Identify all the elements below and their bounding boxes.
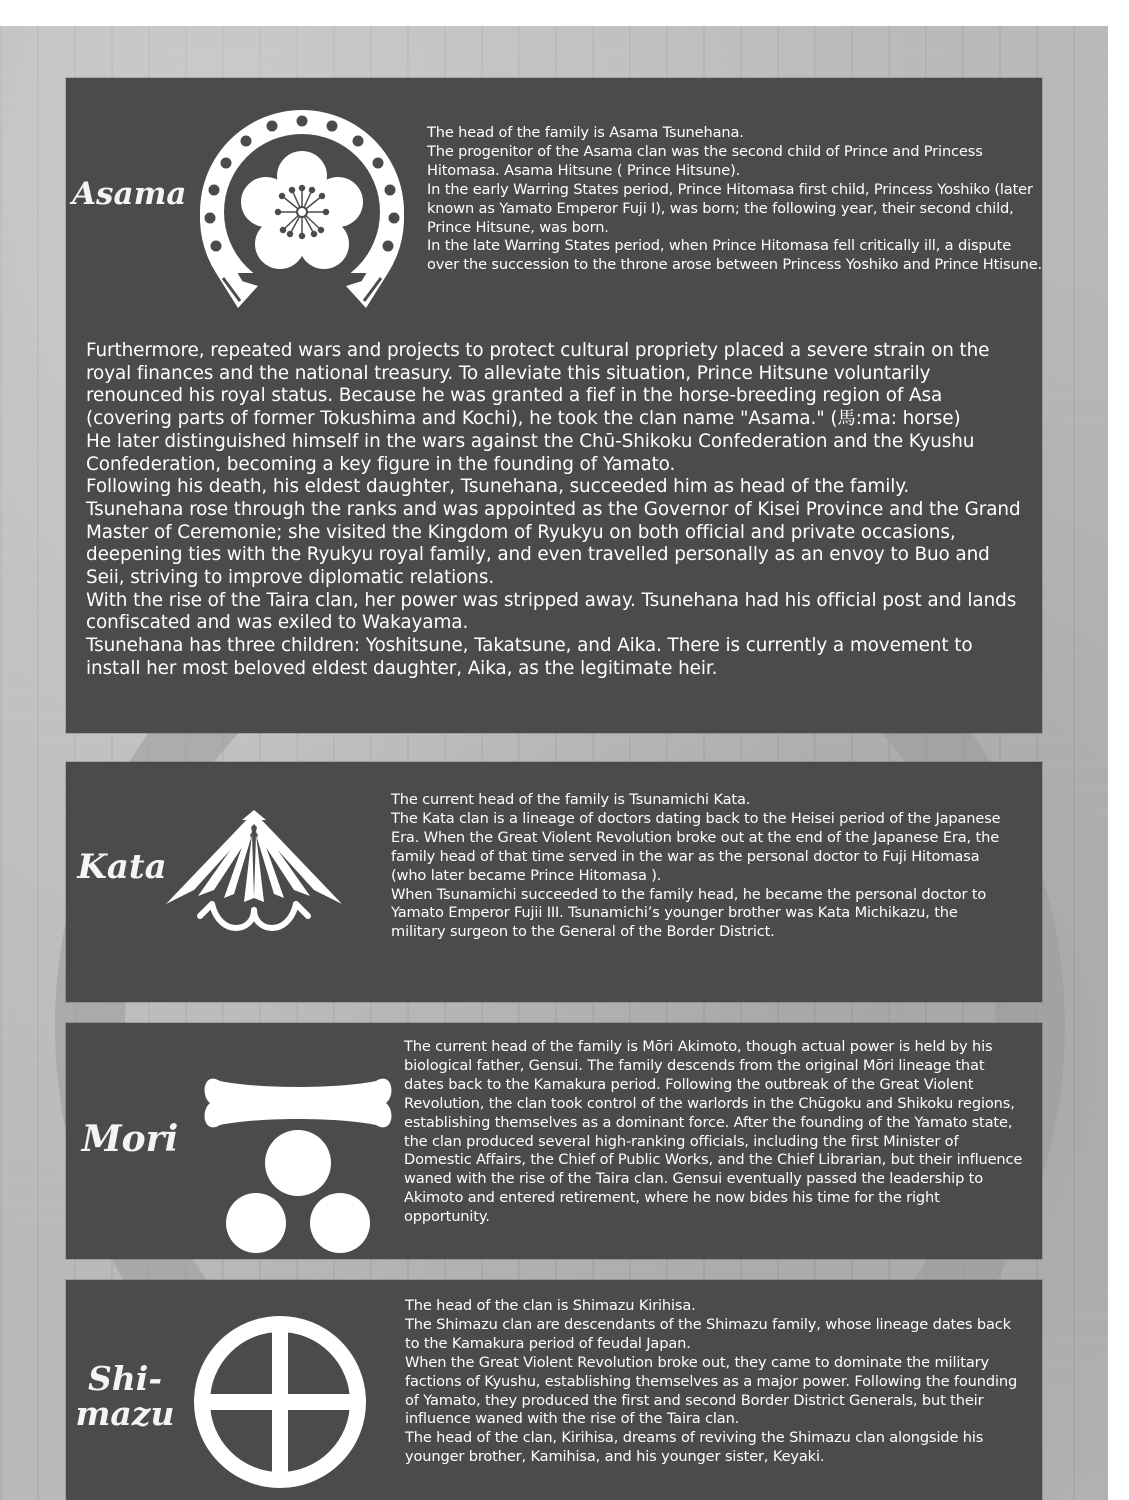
clan-body-asama: Furthermore, repeated wars and projects to protect cultural propriety placed a severe strain on the royal finances and the national treasury. To alleviate this situation, Prince Hitsune voluntarily renounced his royal status. Because he was granted a fief in the horse-breeding region of Asa (covering parts of former Tokushima and Kochi), he took the clan name "Asama." (馬:ma: horse) He later distinguished himself in the wars against the Chū-Shikoku Confederation and the Kyushu Confederation, becoming a key figure in the founding of Yamato. Following his death, his eldest daughter, Tsunehana, succeeded him as head of the family. Tsunehana rose through the ranks and was appointed as the Governor of Kisei Province and the Grand Master of Ceremonie; she visited the Kingdom of Ryukyu on both official and private occasions, deepening ties with the Ryukyu royal family, and even travelled personally as an envoy to Buo and Seii, striving to improve diplomatic relations. With the rise of the Taira clan, her power was stripped away. Tsunehana had his official post and lands confiscated and was exiled to Wakayama. Tsunehana has three children: Yoshitsune, Takatsune, and Aika. There is currently a movement to install her most beloved eldest daughter, Aika, as the legitimate heir. [86, 340, 1021, 679]
clan-name-mori: Mori [81, 1118, 179, 1160]
asama-clan-panel [66, 78, 1042, 733]
cross-in-ring-crest-icon [190, 1310, 370, 1500]
one-bar-three-stars-crest-icon [198, 1053, 398, 1253]
mori-clan-panel [66, 1023, 1042, 1259]
crossed-feathers-crest-icon [164, 806, 344, 940]
kata-clan-panel [66, 762, 1042, 1002]
clan-name-kata: Kata [77, 847, 167, 887]
plum-blossom-in-horseshoe-crest-icon [176, 108, 428, 318]
clan-intro-asama: The head of the family is Asama Tsunehana. The progenitor of the Asama clan was the second child of Prince and Princess Hitomasa. Asama Hitsune ( Prince Hitsune). In the early Warring States period, Prince Hitomasa first child, Princess Yoshiko (later known as Yamato Emperor Fuji I), was born; the following year, their second child, Prince Hitsune, was born. In the late Warring States period, when Prince Hitomasa fell critically ill, a dispute over the succession to the throne arose between Princess Yoshiko and Prince Htisune. [427, 124, 1043, 274]
shimazu-clan-panel [66, 1280, 1042, 1500]
clan-intro-mori: The current head of the family is Mōri Akimoto, though actual power is held by his biological father, Gensui. The family descends from the original Mōri lineage that dates back to the Kamakura period. Following the outbreak of the Great Violent Revolution, the clan took control of the warlords in the Chūgoku and Shikoku regions, establishing themselves as a dominant force. After the founding of the Yamato state, the clan produced several high-ranking officials, including the first Minister of Domestic Affairs, the Chief of Public Works, and the Chief Librarian, but their influence waned with the rise of the Taira clan. Gensui eventually passed the leadership to Akimoto and entered retirement, where he now bides his time for the right opportunity. [404, 1038, 1023, 1226]
clan-name-shimazu: Shi- mazu [75, 1359, 175, 1433]
clan-intro-shimazu: The head of the clan is Shimazu Kirihisa. The Shimazu clan are descendants of the Shimazu family, whose lineage dates back to the Kamakura period of feudal Japan. When the Great Violent Revolution broke out, they came to dominate the military factions of Kyushu, establishing themselves as a major power. Following the founding of Yamato, they produced the first and second Border District Generals, but their influence waned with the rise of the Taira clan. The head of the clan, Kirihisa, dreams of reviving the Shimazu clan alongside his younger brother, Kamihisa, and his younger sister, Keyaki. [405, 1297, 1018, 1466]
clan-intro-kata: The current head of the family is Tsunamichi Kata. The Kata clan is a lineage of doctors dating back to the Heisei period of the Japanese Era. When the Great Violent Revolution broke out at the end of the Japanese Era, the family head of that time served in the war as the personal doctor to Fuji Hitomasa (who later became Prince Hitomasa ). When Tsunamichi succeeded to the family head, he became the personal doctor to Yamato Emperor Fujii III. Tsunamichi’s younger brother was Kata Michikazu, the military surgeon to the General of the Border District. [391, 791, 1001, 941]
clan-name-asama: Asama [72, 176, 187, 212]
